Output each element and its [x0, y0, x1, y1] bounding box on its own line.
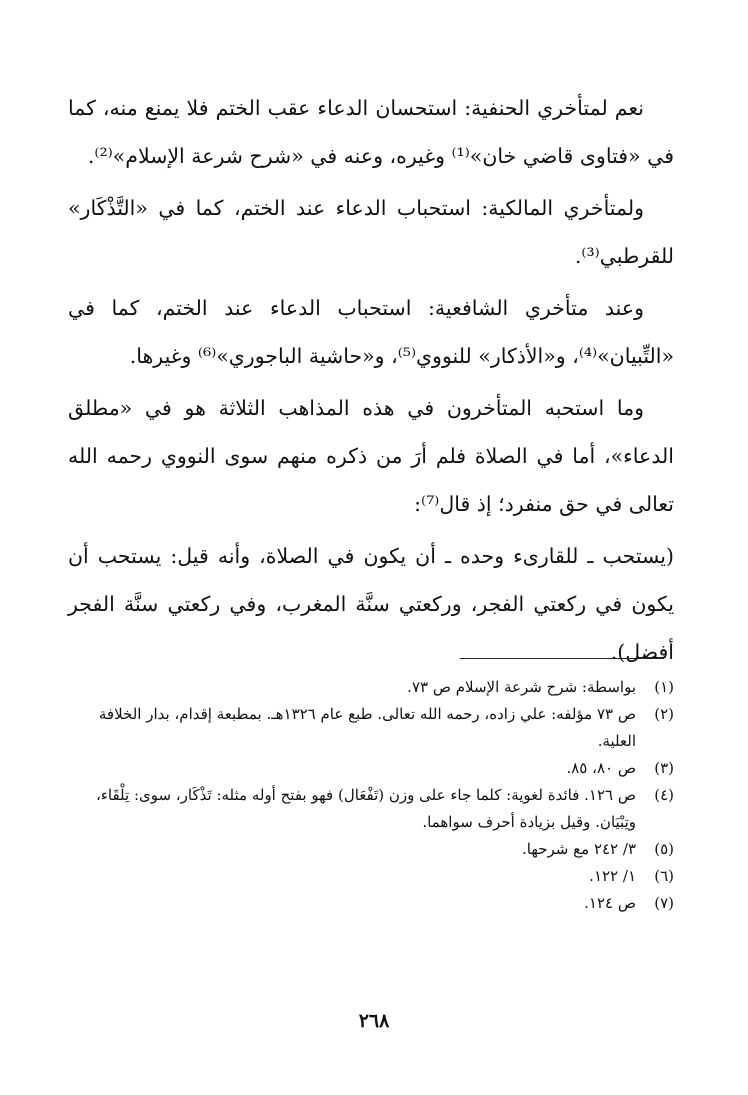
footnote-number: (١): [654, 678, 674, 696]
footnote-item: [68, 890, 674, 917]
paragraph-maliki: ولمتأخري المالكية: استحباب الدعاء عند الختم، كما في «التَّذْكَار» للقرطبي⁽³⁾.: [68, 196, 674, 268]
footnote-item: [68, 755, 674, 782]
footnote-item: [68, 836, 674, 863]
main-text: [68, 84, 674, 676]
footnote-divider: [460, 658, 664, 659]
footnote-item: [68, 701, 674, 755]
footnote-text: ص ١٢٤.: [584, 894, 636, 912]
footnote-item: [68, 674, 674, 701]
footnote-text: ١/ ١٢٢.: [589, 867, 636, 885]
footnote-text: ٣/ ٢٤٢ مع شرحها.: [522, 840, 636, 858]
paragraph-quotation: (يستحب ـ للقارىء وحده ـ أن يكون في الصلاة، وأنه قيل: يستحب أن يكون في ركعتي الفجر، وركعتي سنَّة المغرب، وفي ركعتي سنَّة الفجر أفضل).: [68, 544, 674, 664]
footnote-text: بواسطة: شرح شرعة الإسلام ص ٧٣.: [407, 678, 636, 696]
page-number: ٢٦٨: [358, 1010, 390, 1032]
paragraph-shafii: وعند متأخري الشافعية: استحباب الدعاء عند الختم، كما في «التِّبيان»⁽⁴⁾، و«الأذكار» للنووي⁽⁵⁾، و«حاشية الباجوري»⁽⁶⁾ وغيرها.: [68, 296, 674, 368]
footnote-number: (٥): [654, 840, 674, 858]
footnotes: [68, 674, 674, 917]
footnote-text: ص ٧٣ مؤلفه: علي زاده، رحمه الله تعالى. طبع عام ١٣٢٦هـ. بمطبعة إقدام، بدار الخلافة العلية.: [98, 705, 636, 750]
footnote-item: [68, 782, 674, 836]
footnote-number: (٦): [654, 867, 674, 885]
footnote-number: (٤): [654, 786, 674, 804]
paragraph-latter-scholars: وما استحبه المتأخرون في هذه المذاهب الثلاثة هو في «مطلق الدعاء»، أما في الصلاة فلم أرَ من ذكره منهم سوى النووي رحمه الله تعالى في حق منفرد؛ إذ قال⁽⁷⁾:: [68, 396, 674, 516]
paragraph-hanafi: نعم لمتأخري الحنفية: استحسان الدعاء عقب الختم فلا يمنع منه، كما في «فتاوى قاضي خان»⁽¹⁾ وغيره، وعنه في «شرح شرعة الإسلام»⁽²⁾.: [68, 96, 674, 168]
footnote-number: (٢): [654, 705, 674, 723]
footnote-number: (٣): [654, 759, 674, 777]
footnote-item: [68, 863, 674, 890]
footnote-text: ص ١٢٦. فائدة لغوية: كلما جاء على وزن (تَفْعَال) فهو بفتح أوله مثله: تَذْكَار، سوى: تِلْقَاء، وتِبْيَان. وقيل بزيادة أحرف سواهما.: [95, 786, 636, 831]
footnote-text: ص ٨٠، ٨٥.: [566, 759, 636, 777]
footnote-number: (٧): [654, 894, 674, 912]
